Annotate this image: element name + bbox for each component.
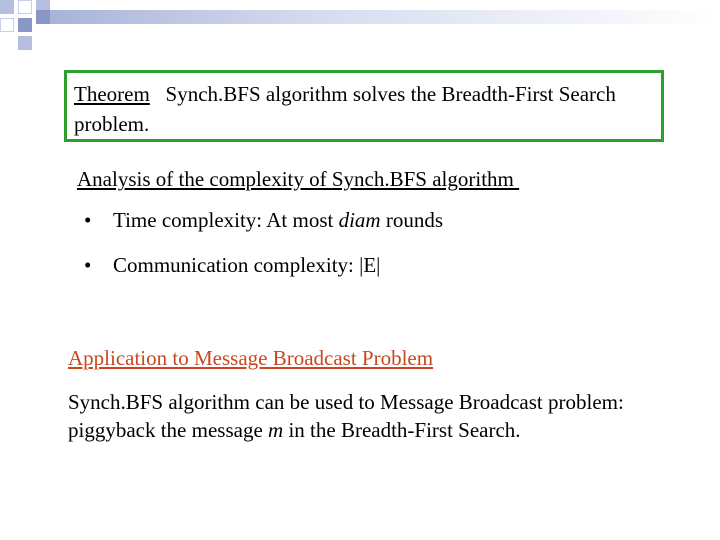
bullet-text: Time complexity: At most diam rounds [113, 208, 443, 232]
corner-square [0, 0, 14, 14]
theorem-heading: Theorem [74, 82, 150, 106]
bullet-icon: • [84, 208, 92, 232]
header-gradient-bar [48, 10, 720, 24]
bullet-icon: • [84, 253, 92, 277]
corner-square [18, 36, 32, 50]
theorem-statement [74, 79, 654, 139]
application-heading: Application to Message Broadcast Problem [68, 346, 434, 370]
corner-square [36, 10, 50, 24]
analysis-heading: Analysis of the complexity of Synch.BFS algorithm [77, 167, 520, 191]
corner-square [18, 18, 32, 32]
corner-square [0, 18, 14, 32]
corner-decoration [0, 0, 720, 50]
theorem-text: Synch.BFS algorithm solves the Breadth-First Search problem. [74, 82, 616, 136]
corner-square [18, 0, 32, 14]
bullet-text: Communication complexity: |E| [113, 253, 381, 277]
application-body: Synch.BFS algorithm can be used to Message Broadcast problem: piggyback the message m in the Breadth-First Search. [68, 390, 624, 442]
